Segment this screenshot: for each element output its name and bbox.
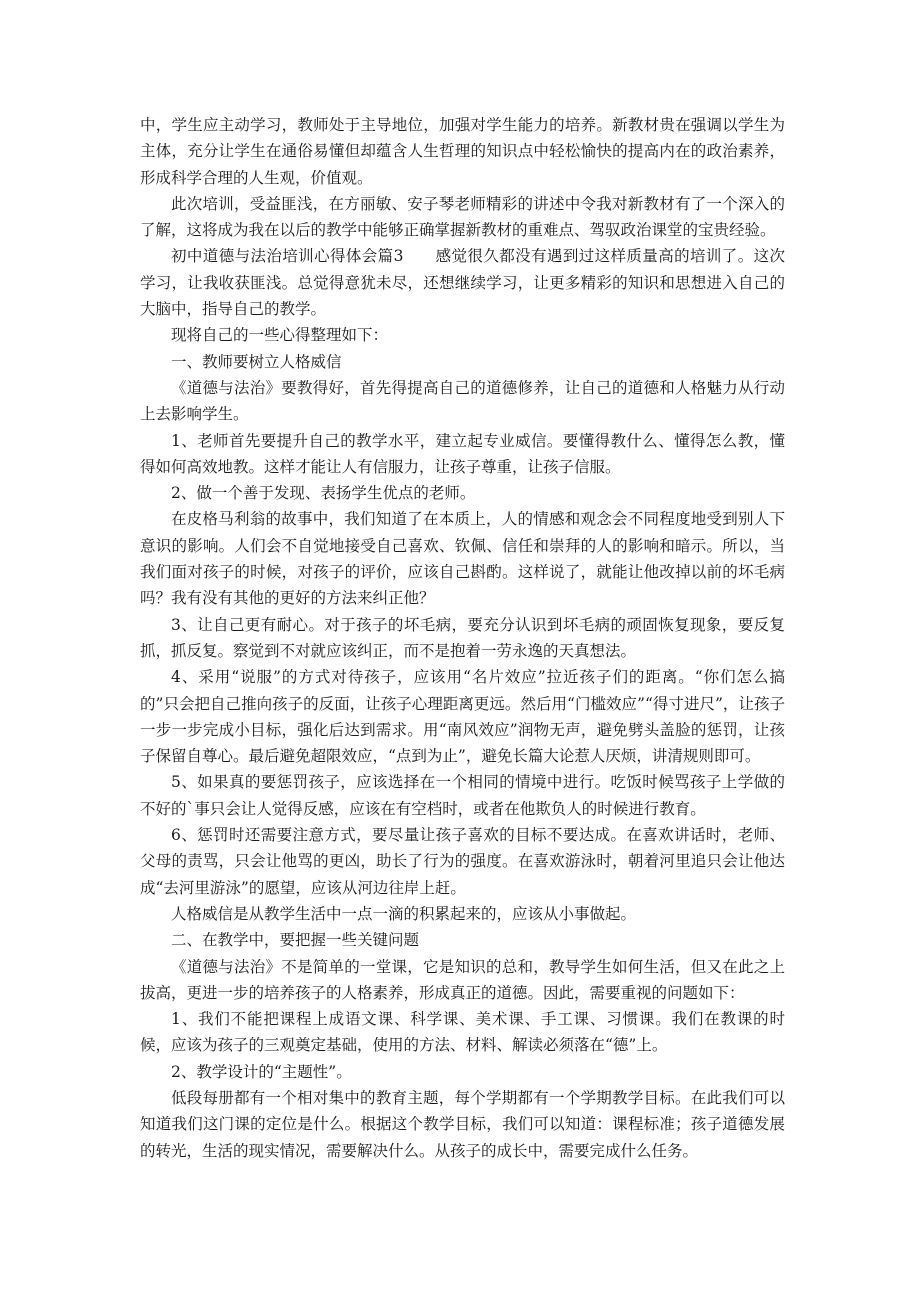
paragraph: 此次培训，受益匪浅，在方丽敏、安子琴老师精彩的讲述中令我对新教材有了一个深入的了解，这将成为我在以后的教学中能够正确掌握新教材的重难点、驾驭政治课堂的宝贵经验。: [140, 194, 785, 240]
paragraph: 在皮格马利翁的故事中，我们知道了在本质上，人的情感和观念会不同程度地受到别人下意识的影响。人们会不自觉地接受自己喜欢、钦佩、信任和崇拜的人的影响和暗示。所以，当我们面对孩子的时候，对孩子的评价，应该自己斟酌。这样说了，就能让他改掉以前的坏毛病吗？我有没有其他的更好的方法来纠正他？: [140, 510, 785, 608]
paragraph: 低段每册都有一个相对集中的教育主题，每个学期都有一个学期教学目标。在此我们可以知道我们这门课的定位是什么。根据这个教学目标，我们可以知道：课程标准；孩子道德发展的转光，生活的现实情况，需要解决什么。从孩子的成长中，需要完成什么任务。: [140, 1088, 785, 1160]
list-item: 3、让自己更有耐心。对于孩子的坏毛病，要充分认识到坏毛病的顽固恢复现象，要反复抓，抓反复。察觉到不对就应该纠正，而不是抱着一劳永逸的天真想法。: [140, 615, 785, 660]
list-item: 2、做一个善于发现、表扬学生优点的老师。: [171, 484, 476, 503]
section-heading: 一、教师要树立人格威信: [171, 352, 342, 371]
list-item: 4、采用“说服”的方式对待孩子，应该用“名片效应”拉近孩子们的距离。“你们怎么搞的”只会把自己推向孩子的反面，让孩子心理距离更远。然后用“门槛效应”“得寸进尺”，让孩子一步一步完成小目标，强化后达到需求。用“南风效应”润物无声，避免劈头盖脸的惩罚，让孩子保留自尊心。最后避免超限效应，“点到为止”，避免长篇大论惹人厌烦，讲清规则即可。: [140, 668, 785, 766]
paragraph: 人格威信是从教学生活中一点一滴的积累起来的，应该从小事做起。: [171, 904, 637, 923]
paragraph: 中，学生应主动学习，教师处于主导地位，加强对学生能力的培养。新教材贵在强调以学生为主体，充分让学生在通俗易懂但却蕴含人生哲理的知识点中轻松愉快的提高内在的政治素养，形成科学合理的人生观，价值观。: [140, 116, 785, 187]
list-item: 2、教学设计的“主题性”。: [171, 1062, 352, 1081]
paragraph: 《道德与法治》不是简单的一堂课，它是知识的总和，教导学生如何生活，但又在此之上拔高，更进一步的培养孩子的人格素养，形成真正的道德。因此，需要重视的问题如下：: [140, 957, 785, 1002]
paragraph: 《道德与法治》要教得好，首先得提高自己的道德修养，让自己的道德和人格魅力从行动上去影响学生。: [140, 378, 785, 424]
list-item: 1、我们不能把课程上成语文课、科学课、美术课、手工课、习惯课。我们在教课的时候，应该为孩子的三观奠定基础，使用的方法、材料、解读必须落在“德”上。: [140, 1010, 785, 1055]
paragraph: 初中道德与法治培训心得体会篇3 感觉很久都没有遇到过这样质量高的培训了。这次学习，让我收获匪浅。总觉得意犹未尽，还想继续学习，让更多精彩的知识和思想进入自己的大脑中，指导自己的教学。: [140, 247, 785, 319]
document-body: [140, 112, 785, 1164]
list-item: 5、如果真的要惩罚孩子，应该选择在一个相同的情境中进行。吃饭时候骂孩子上学做的不好的`事只会让人觉得反感，应该在有空档时，或者在他欺负人的时候进行教育。: [140, 773, 785, 818]
section-heading: 二、在教学中，要把握一些关键问题: [171, 931, 420, 950]
paragraph: 现将自己的一些心得整理如下：: [171, 326, 389, 345]
list-item: 6、惩罚时还需要注意方式，要尽量让孩子喜欢的目标不要达成。在喜欢讲话时，老师、父母的责骂，只会让他骂的更凶，助长了行为的强度。在喜欢游泳时，朝着河里追只会让他达成“去河里游泳”的愿望，应该从河边往岸上赶。: [140, 826, 785, 897]
list-item: 1、老师首先要提升自己的教学水平，建立起专业威信。要懂得教什么、懂得怎么教，懂得如何高效地教。这样才能让人有信服力，让孩子尊重，让孩子信服。: [140, 431, 785, 476]
